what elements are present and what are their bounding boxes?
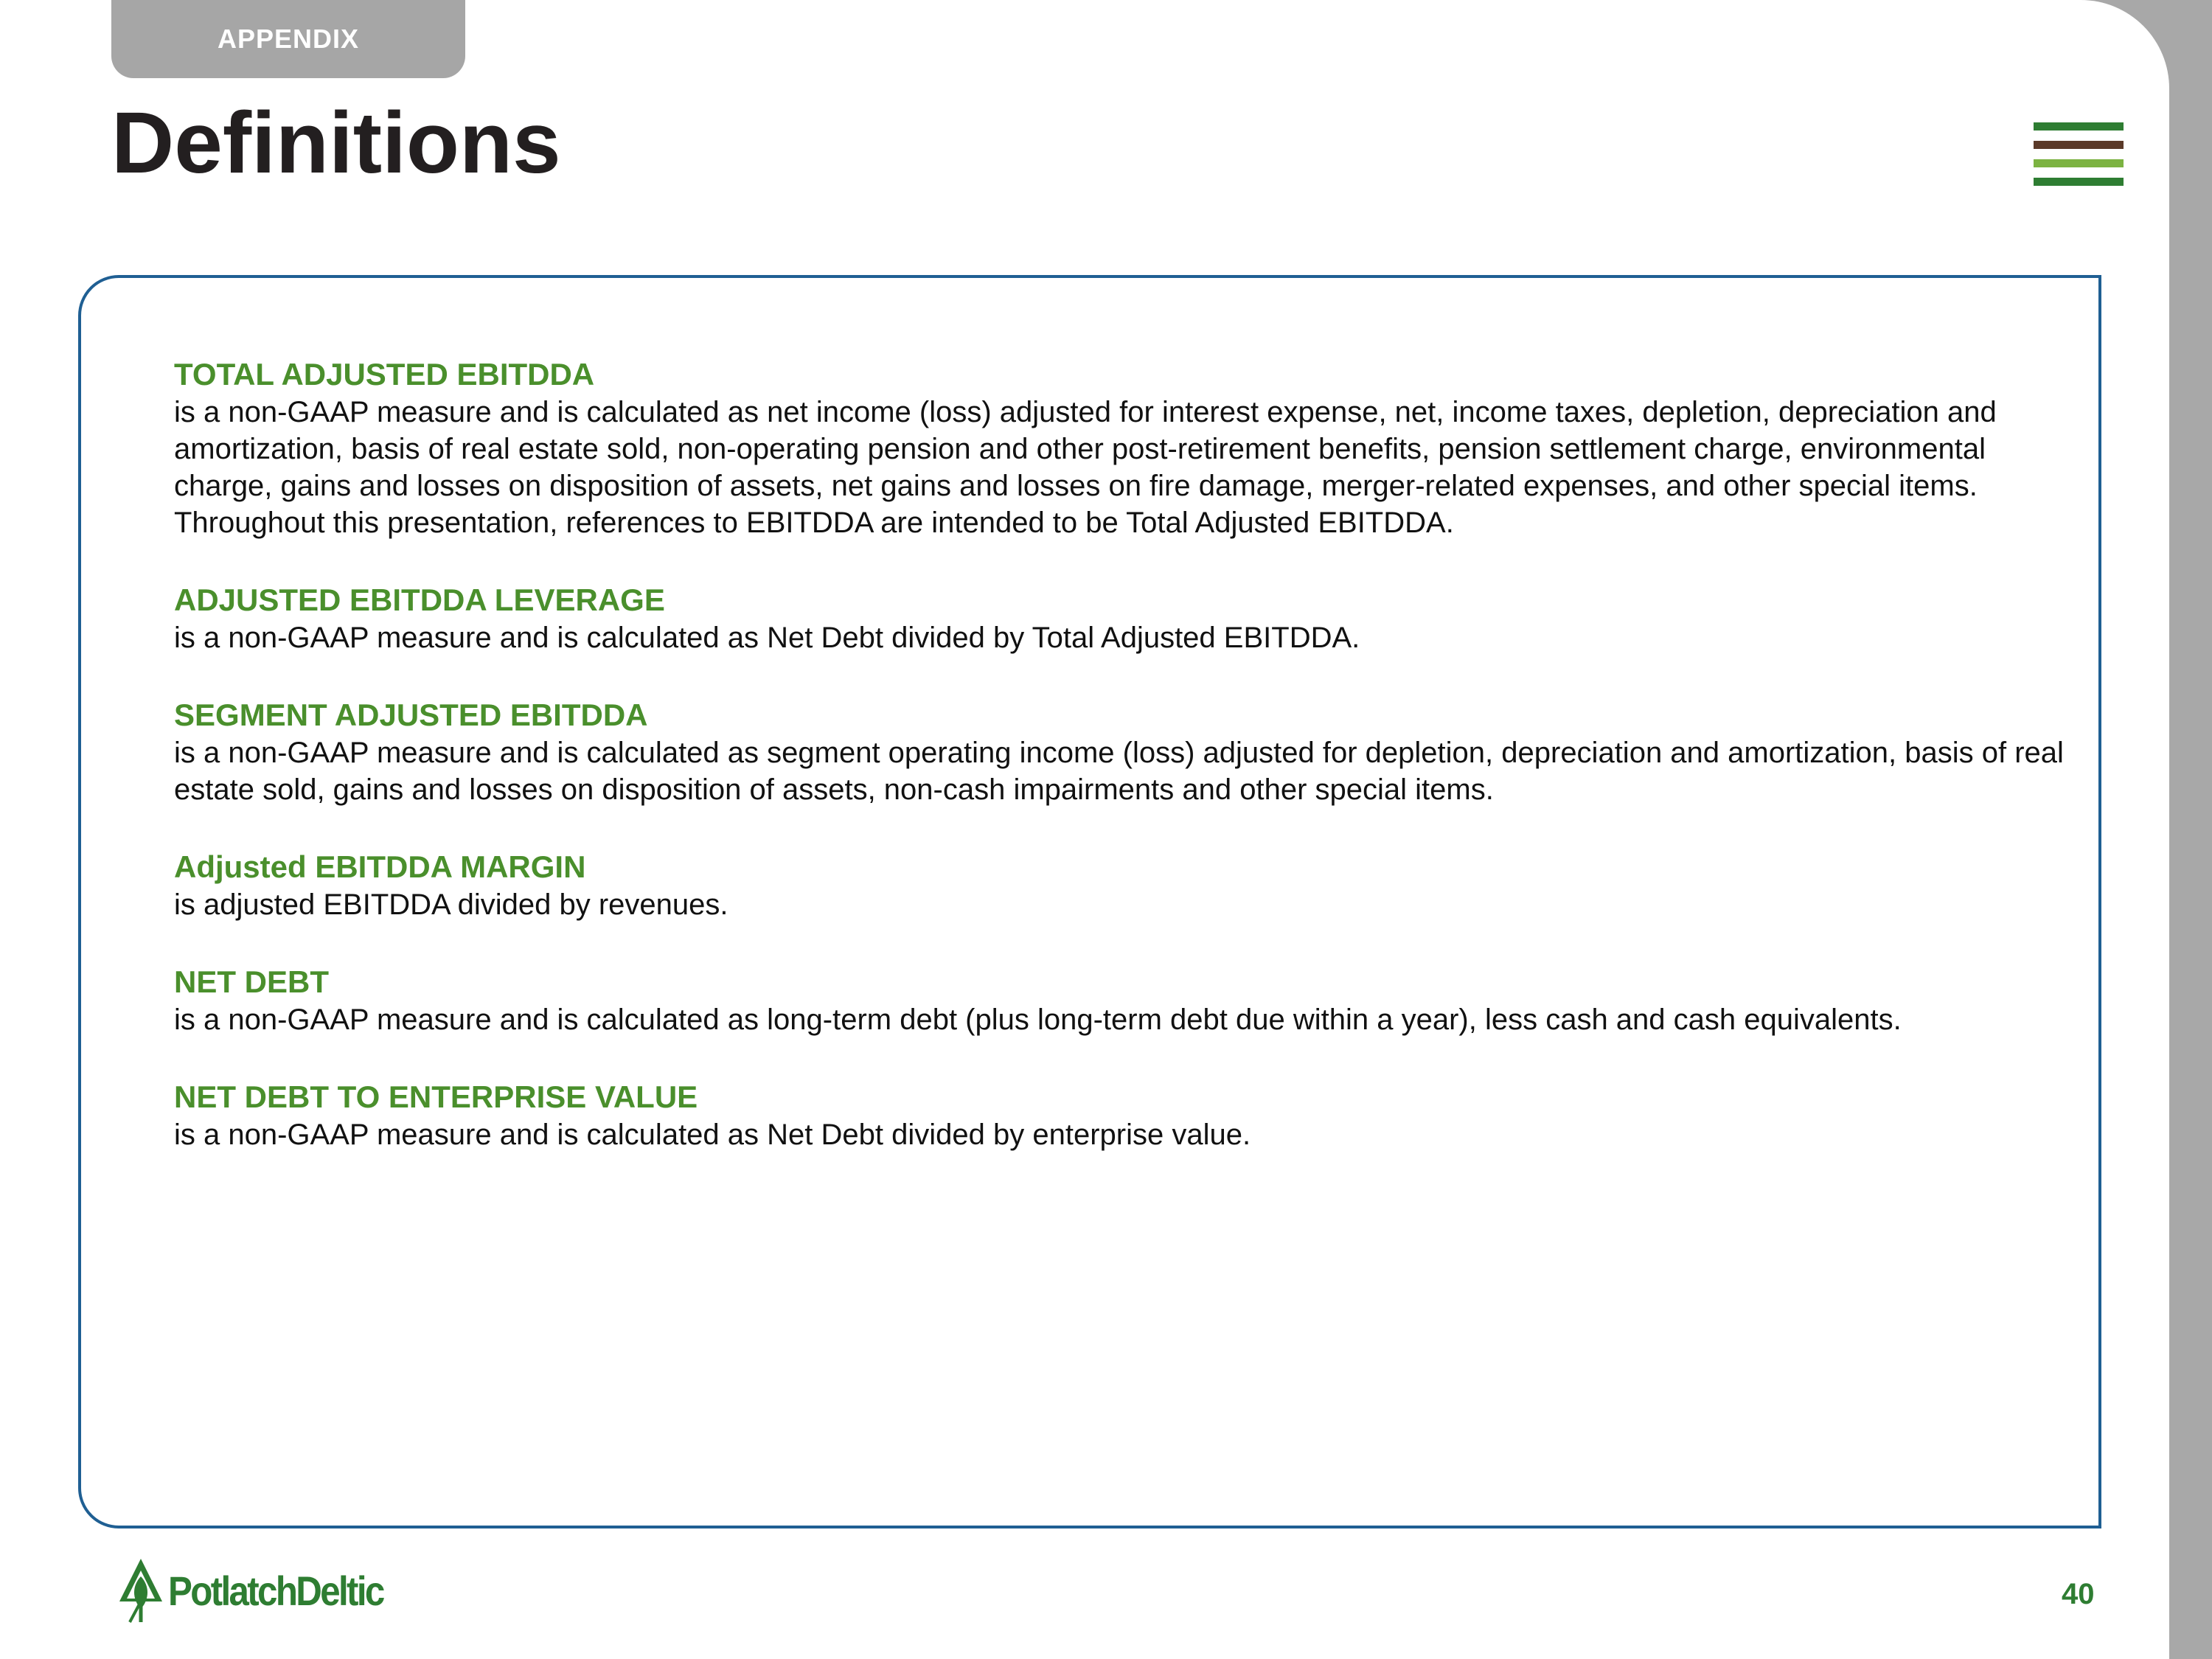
definition-text: is a non-GAAP measure and is calculated as segment operating income (loss) adjusted for depletion, depreciation and amortization, basis of real estate sold, gains and losses on disposition of assets, non-cash impairments and other special items. bbox=[174, 737, 2064, 806]
tree-leaf-icon bbox=[116, 1557, 165, 1624]
definition-text: is a non-GAAP measure and is calculated as long-term debt (plus long-term debt due within a year), less cash and cash equivalents. bbox=[174, 1004, 1902, 1036]
section-tab-label: APPENDIX bbox=[217, 24, 360, 54]
definition-term: NET DEBT TO ENTERPRISE VALUE bbox=[174, 1079, 698, 1114]
definition-term: SEGMENT ADJUSTED EBITDDA bbox=[174, 698, 648, 732]
menu-icon-bar bbox=[2034, 159, 2124, 167]
menu-icon-bar bbox=[2034, 141, 2124, 149]
definition-item bbox=[174, 355, 2084, 541]
definition-item bbox=[174, 581, 2084, 656]
definition-item bbox=[174, 963, 2084, 1038]
menu-icon-bar bbox=[2034, 122, 2124, 131]
section-tab bbox=[111, 0, 465, 78]
definition-item bbox=[174, 1078, 2084, 1153]
definition-text: is a non-GAAP measure and is calculated as Net Debt divided by enterprise value. bbox=[174, 1119, 1251, 1151]
definition-text: is a non-GAAP measure and is calculated as Net Debt divided by Total Adjusted EBITDDA. bbox=[174, 622, 1360, 654]
definition-term: ADJUSTED EBITDDA LEVERAGE bbox=[174, 582, 665, 617]
logo-wordmark: PotlatchDeltic bbox=[168, 1567, 383, 1614]
definition-text: is a non-GAAP measure and is calculated as net income (loss) adjusted for interest expense, net, income taxes, depletion, depreciation and amortization, basis of real estate sold, non-operating pension and other post-retirement benefits, pension settlement charge, environmental charge, gains and losses on disposition of assets, net gains and losses on fire damage, merger-related expenses, and other special items. Throughout this presentation, references to EBITDDA are intended to be Total Adjusted EBITDDA. bbox=[174, 396, 1997, 539]
definitions-list bbox=[174, 355, 2084, 1193]
menu-icon-bar bbox=[2034, 178, 2124, 186]
striped-menu-icon bbox=[2034, 122, 2124, 186]
definition-item bbox=[174, 696, 2084, 808]
page-title: Definitions bbox=[111, 94, 561, 192]
page-number: 40 bbox=[2062, 1578, 2095, 1610]
definition-term: NET DEBT bbox=[174, 964, 329, 999]
definition-term: Adjusted EBITDDA MARGIN bbox=[174, 849, 586, 884]
definition-text: is adjusted EBITDDA divided by revenues. bbox=[174, 888, 728, 921]
definition-item bbox=[174, 848, 2084, 923]
company-logo bbox=[116, 1557, 412, 1624]
definition-term: TOTAL ADJUSTED EBITDDA bbox=[174, 357, 595, 392]
